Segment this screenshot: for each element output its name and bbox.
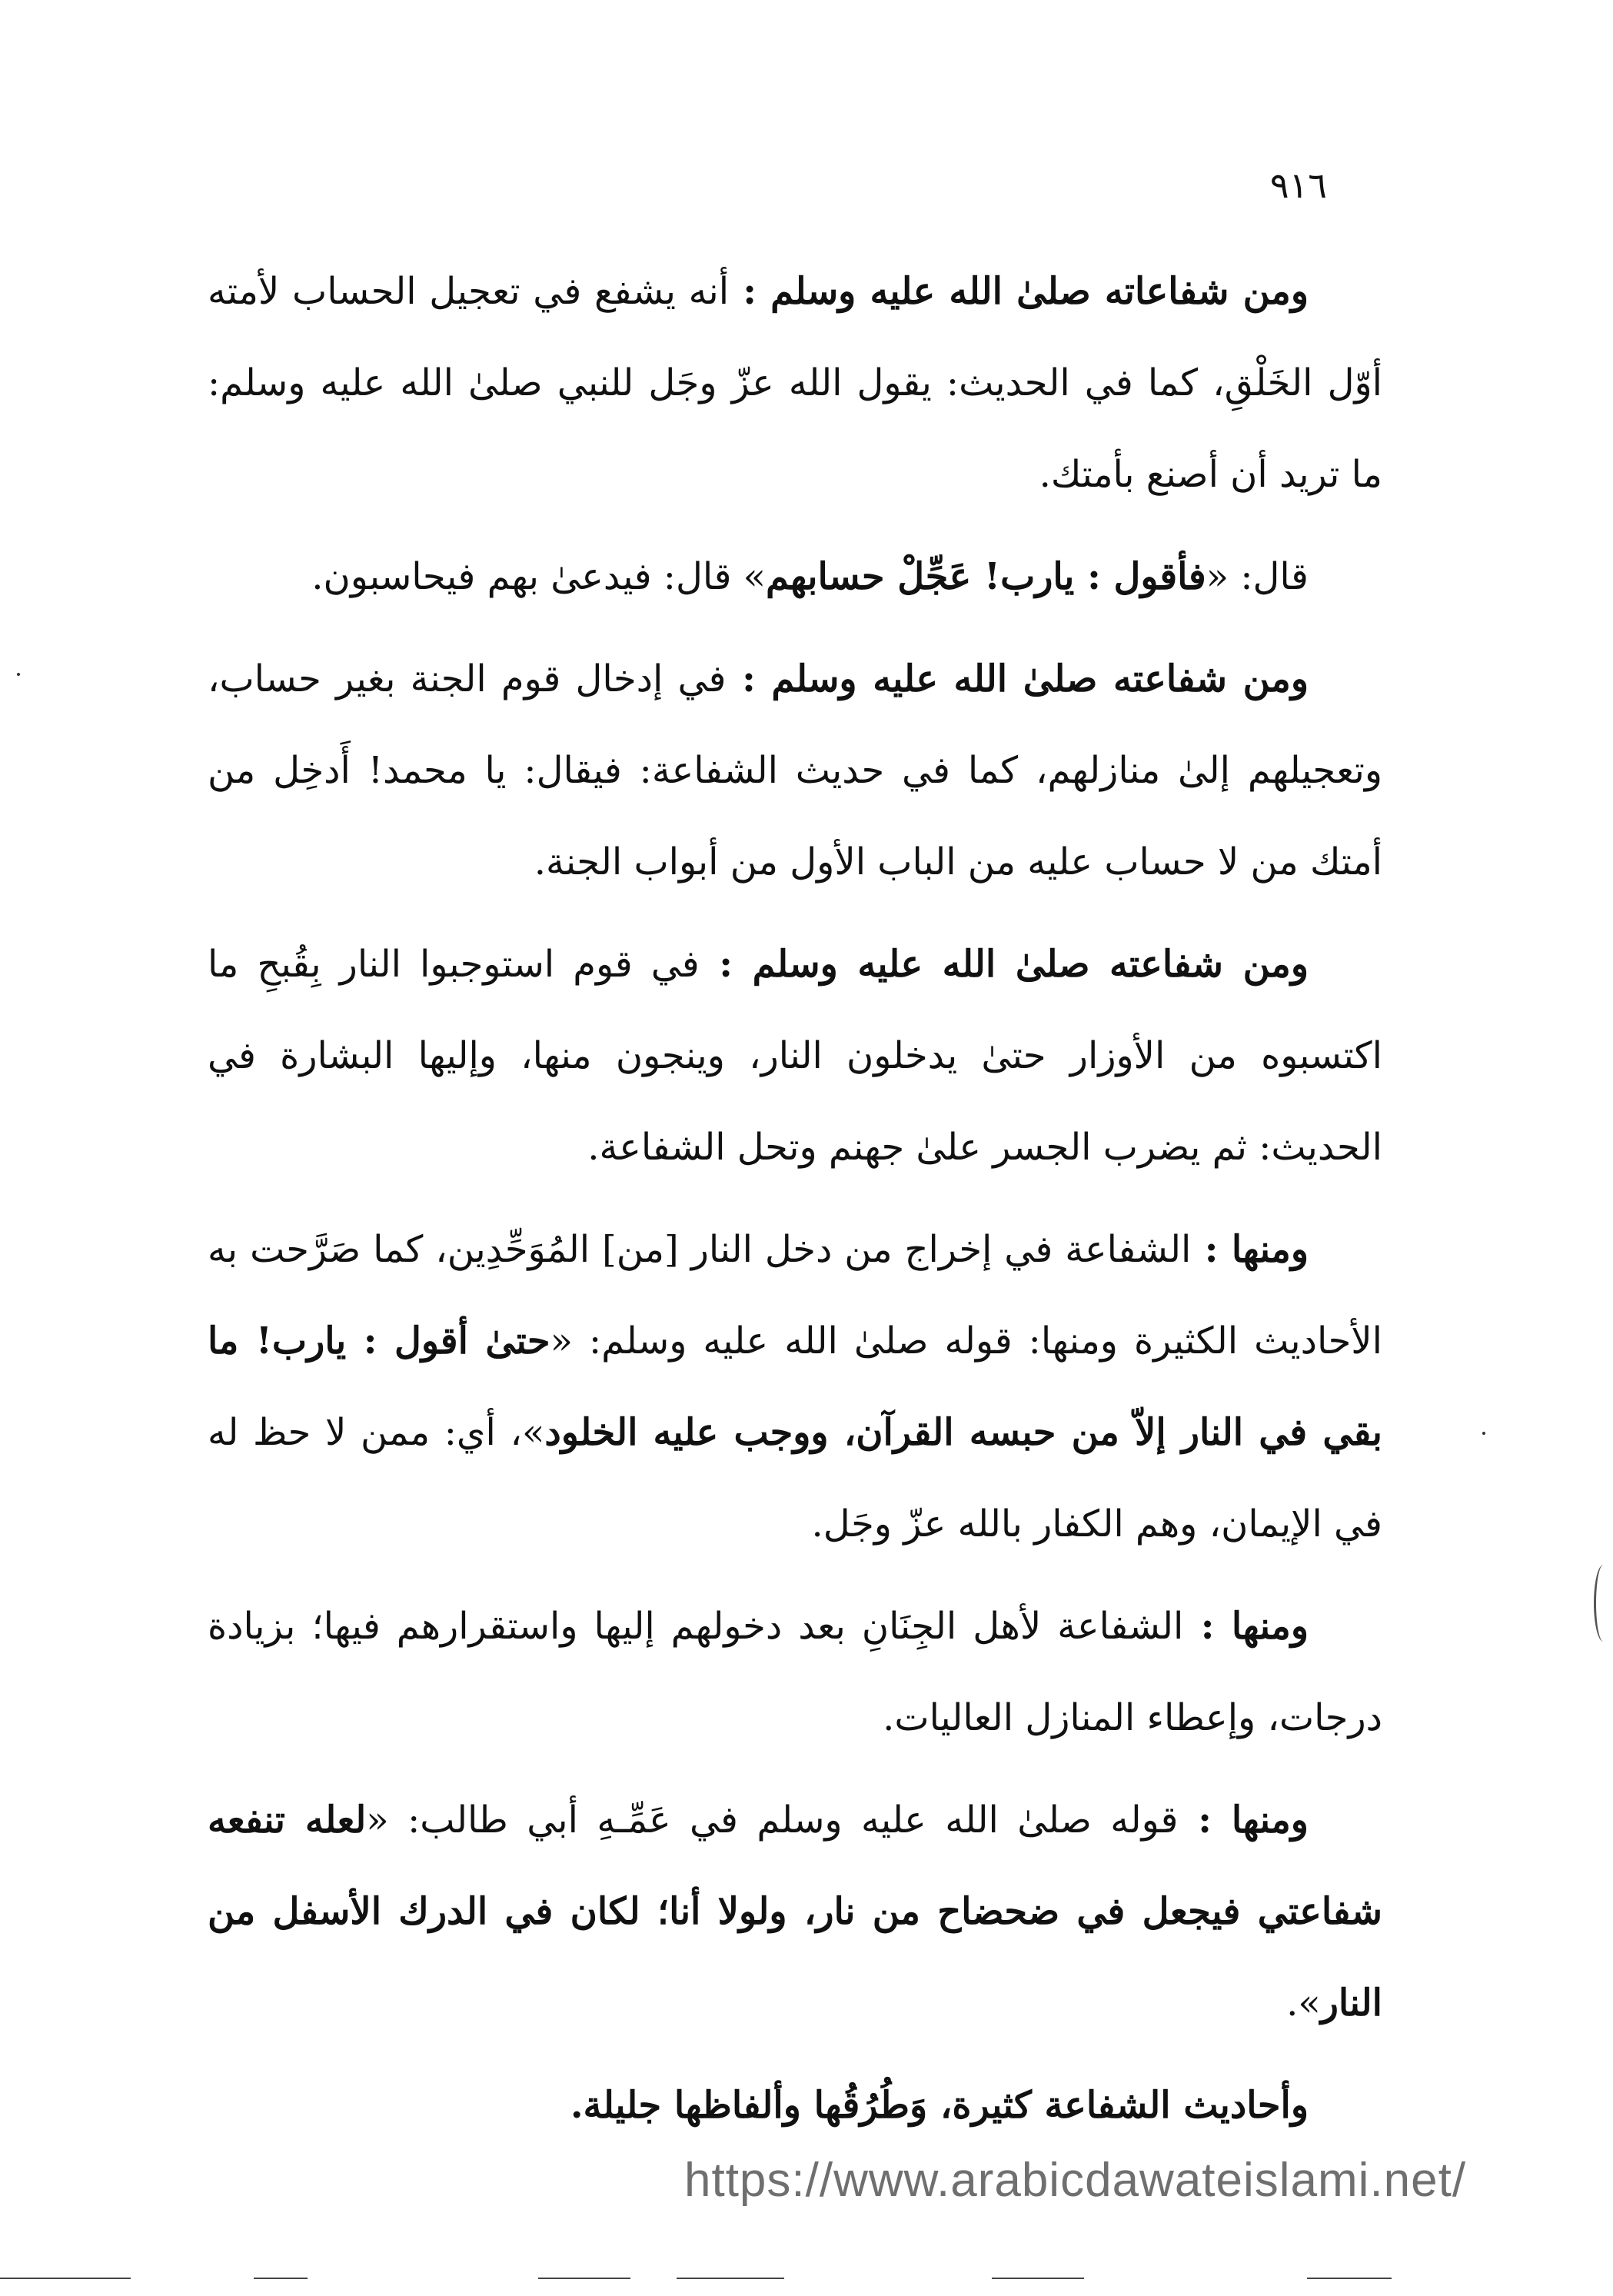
paragraph bbox=[208, 1581, 1382, 1764]
page-number: ٩١٦ bbox=[1269, 165, 1327, 206]
body-text: ». bbox=[1286, 1982, 1321, 2025]
paragraph bbox=[208, 2060, 1382, 2151]
watermark-url: https://www.arabicdawateislami.net/ bbox=[684, 2154, 1467, 2207]
bold-text: وأحاديث الشفاعة كثيرة، وَطُرُقُها وألفاظها جليلة. bbox=[570, 2084, 1309, 2127]
body-text: قال: « bbox=[1206, 555, 1309, 598]
body-text: » قال: فيدعىٰ بهم فيحاسبون. bbox=[311, 555, 767, 598]
scan-edge-mark bbox=[1594, 1565, 1613, 1642]
paragraph bbox=[208, 634, 1382, 908]
body-text: في إدخال قوم الجنة بغير حساب، وتعجيلهم إلىٰ منازلهم، كما في حديث الشفاعة: فيقال: يا محمد! أَدخِل من أمتك من لا حساب عليه من الباب الأول من أبواب الجنة. bbox=[208, 657, 1382, 883]
paragraph bbox=[208, 531, 1382, 623]
body-text: الشفاعة لأهل الجِنَانِ بعد دخولهم إليها واستقرارهم فيها؛ بزيادة درجات، وإعطاء المنازل العاليات. bbox=[208, 1605, 1382, 1739]
body-text: الشفاعة في إخراج من دخل النار [من] المُوَحِّدِين، كما صَرَّحت به الأحاديث الكثيرة ومنها: قوله صلىٰ الله عليه وسلم: « bbox=[208, 1228, 1383, 1363]
body-text: في قوم استوجبوا النار بِقُبحِ ما اكتسبوه من الأوزار حتىٰ يدخلون النار، وينجون منها، وإليها البشارة في الحديث: ثم يضرب الجسر علىٰ جهنم وتحل الشفاعة. bbox=[208, 943, 1382, 1169]
bold-text: ومنها : bbox=[1178, 1799, 1309, 1842]
bold-text: ومنها : bbox=[1191, 1228, 1309, 1271]
bold-text: ومن شفاعاته صلىٰ الله عليه وسلم : bbox=[729, 270, 1309, 313]
bold-text: ومن شفاعته صلىٰ الله عليه وسلم : bbox=[699, 943, 1309, 986]
bold-text: فأقول : يارب! عَجِّلْ حسابهم bbox=[766, 555, 1206, 598]
body-text: أنه يشفع في تعجيل الحساب لأمته أوّل الخَلْقِ، كما في الحديث: يقول الله عزّ وجَل للنبي صلىٰ الله عليه وسلم: ما تريد أن أصنع بأمتك. bbox=[208, 270, 1382, 496]
bold-text: ومن شفاعته صلىٰ الله عليه وسلم : bbox=[726, 657, 1309, 700]
bold-text: ومنها : bbox=[1183, 1605, 1309, 1648]
scan-dot bbox=[1482, 1432, 1485, 1435]
paragraph bbox=[208, 1775, 1382, 2049]
scan-bottom-rule bbox=[0, 2273, 1613, 2282]
bold-text: حتىٰ أقول : يارب! ما بقي في النار إلاّ من حبسه القرآن، ووجب عليه الخلود bbox=[208, 1319, 1382, 1454]
paragraph bbox=[208, 919, 1382, 1193]
body-text: قوله صلىٰ الله عليه وسلم في عَمِّـهِ أبي طالب: « bbox=[366, 1799, 1179, 1842]
body-text: »، أي: ممن لا حظ له في الإيمان، وهم الكفار بالله عزّ وجَل. bbox=[208, 1411, 1382, 1546]
paragraph bbox=[208, 1204, 1382, 1570]
scan-dot bbox=[17, 673, 20, 676]
bold-text: لعله تنفعه شفاعتي فيجعل في ضحضاح من نار، ولولا أنا؛ لكان في الدرك الأسفل من النار bbox=[208, 1799, 1382, 2025]
paragraph bbox=[208, 246, 1382, 521]
document-body bbox=[208, 246, 1382, 2162]
